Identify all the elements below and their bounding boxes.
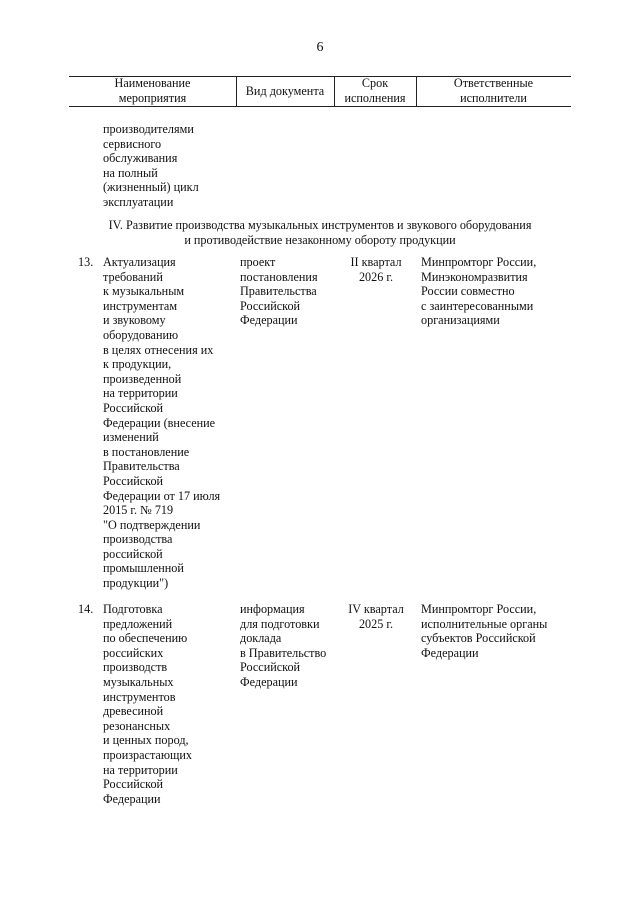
- row-number: 13.: [78, 255, 94, 269]
- row-responsible: Минпромторг России, исполнительные органы субъектов Российской Федерации: [421, 602, 548, 660]
- row-number: 14.: [78, 602, 94, 616]
- header-name-cell: [69, 77, 236, 105]
- header-name-label: Наименование мероприятия: [114, 76, 191, 105]
- row-doc: информация для подготовки доклада в Правительство Российской Федерации: [240, 602, 327, 689]
- row-doc: проект постановления Правительства Российской Федерации: [240, 255, 318, 328]
- header-bottom-rule: [69, 106, 571, 107]
- header-resp-cell: [416, 77, 571, 105]
- row-name: Актуализация требований к музыкальным инструментам и звуковому оборудованию в целях отнесения их к продукции, произведенной на территории Российской Федерации (внесение изменений в постановление Правительства Российской Федерации от 17 июля 2015 г. № 719 "О подтверждении производства российской промышленной продукции"): [103, 255, 221, 591]
- page-number: 6: [316, 40, 324, 55]
- row-name: Подготовка предложений по обеспечению российских производств музыкальных инструментов древесиной резонансных и ценных пород, произрастающих на территории Российской Федерации: [103, 602, 192, 806]
- row-responsible: Минпромторг России, Минэкономразвития России совместно с заинтересованными организациями: [421, 255, 537, 328]
- header-resp-label: Ответственные исполнители: [453, 76, 534, 105]
- section-title: IV. Развитие производства музыкальных инструментов и звукового оборудования и противодействие незаконному обороту продукции: [108, 218, 532, 247]
- continuation-text: производителями сервисного обслуживания на полный (жизненный) цикл эксплуатации: [103, 122, 199, 209]
- row-term: II квартал 2026 г.: [350, 255, 402, 284]
- header-term-cell: [334, 77, 416, 105]
- row-term: IV квартал 2025 г.: [348, 602, 404, 631]
- header-doc-label: Вид документа: [245, 83, 325, 98]
- header-term-label: Срок исполнения: [344, 76, 406, 105]
- header-doc-cell: [236, 77, 334, 105]
